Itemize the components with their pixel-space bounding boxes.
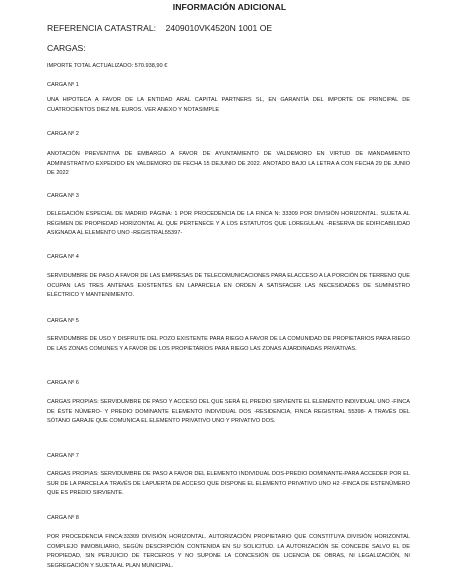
carga-text-2: ANOTACIÓN PREVENTIVA DE EMBARGO A FAVOR DE AYUNTAMIENTO DE VALDEMORO EN VIRTUD DE MANDAMIENTO ADMINISTRATIVO EXPEDIDO EN VALDEMORO DE FECHA 15 DEJUNIO DE 2022. ANOTADO BAJO LA LETRA A CON FECHA 29 DE JUNIO DE 2022 (47, 151, 410, 177)
carga-text-6: CARGAS PROPIAS: SERVIDUMBRE DE PASO Y ACCESO DEL QUE SERÁ EL PREDIO SIRVIENTE EL ELEMENTO INDIVIDUAL UNO -FINCA DE ÉSTE NÚMERO- Y PREDIO DOMINANTE ELEMENTO INDIVIDUAL DOS -RESIDENCIA, FINCA REGISTRAL 55398- A TRAVÉS DEL SÓTANO GARAJE QUE COMUNICA EL ELEMENTO PRIVATIVO UNO Y PRIVATIVO DOS. (47, 399, 410, 425)
carga-label-6: CARGA Nº 6 (47, 380, 79, 386)
carga-label-7: CARGA Nº 7 (47, 453, 79, 459)
carga-label-5: CARGA Nº 5 (47, 318, 79, 324)
carga-label-8: CARGA Nº 8 (47, 515, 79, 521)
carga-text-1: UNA HIPOTECA A FAVOR DE LA ENTIDAD ARAL CAPITAL PARTNERS SL, EN GARANTÍA DEL IMPORTE DE PRINCIPAL DE CUATROCIENTOS DIEZ MIL EUROS. VER ANEXO Y NOTASIMPLE (47, 97, 410, 113)
carga-text-7: CARGAS PROPIAS: SERVIDUMBRE DE PASO A FAVOR DEL ELEMENTO INDIVIDUAL DOS-PREDIO DOMINANTE-PARA ACCEDER POR EL SUR DE LA PARCELA A TRAVÉS DE LAPUERTA DE ACCESO QUE DISPONE EL ELEMENTO PRIVATIVO UNO H2 -FINCA DE ESTENÚMERO QUE ES PREDIO SIRVIENTE. (47, 471, 410, 497)
carga-text-8: POR PROCEDENCIA FINCA:33309 DIVISIÓN HORIZONTAL. AUTORIZACIÓN PROPIETARIO QUE CONSTITUYA DIVISIÓN HORIZONTAL COMPLEJO INMOBILIARIO, SEGÚN DESCRIPCIÓN CONTENIDA EN SU SOLICITUD. LA AUTORIZACIÓN SE CONCEDE SALVO EL DE PROPIEDAD, SIN PERJUICIO DE TERCEROS Y NO SUPONE LA CONCESIÓN DE LICENCIA DE OBRAS, NI LEGALIZACIÓN, NI SEGREGACIÓN Y SUJETA AL PLAN MUNICIPAL. (47, 534, 410, 569)
referencia-catastral: REFERENCIA CATASTRAL: 2409010VK4520N 1001 OE (47, 23, 273, 33)
carga-label-1: CARGA Nº 1 (47, 82, 79, 88)
cargas-heading: CARGAS: (47, 43, 86, 53)
importe-total: IMPORTE TOTAL ACTUALIZADO: 570.938,90 € (47, 63, 168, 69)
carga-label-2: CARGA Nº 2 (47, 131, 79, 137)
carga-label-3: CARGA Nº 3 (47, 193, 79, 199)
carga-text-4: SERVIDUMBRE DE PASO A FAVOR DE LAS EMPRESAS DE TELECOMUNICACIONES PARA ELACCESO A LA PORCIÓN DE TERRENO QUE OCUPAN LAS TRES ANTENAS EXISTENTES EN LAPARCELA EN ORDEN A SATISFACER LAS NECESIDADES DE SUMINISTRO ELÉCTRICO Y MANTENIMIENTO. (47, 273, 410, 299)
carga-label-4: CARGA Nº 4 (47, 254, 79, 260)
carga-text-3: DELEGACIÓN ESPECIAL DE MADRID PÁGINA: 1 POR PROCEDENCIA DE LA FINCA N: 33309 POR DIVISIÓN HORIZONTAL. SUJETA AL RÉGIMEN DE PROPIEDAD HORIZONTAL AL QUE PERTENECE Y A LOS ESTATUTOS QUE LOREGULAN. -RESERVA DE EDIFICABILIDAD ASIGNADA AL ELEMENTO UNO -REGISTRAL55397- (47, 211, 410, 237)
page-title: INFORMACIÓN ADICIONAL (172, 2, 287, 12)
carga-text-5: SERVIDUMBRE DE USO Y DISFRUTE DEL POZO EXISTENTE PARA RIEGO A FAVOR DE LA COMUNIDAD DE PROPIETARIOS PARA RIEGO DE LAS ZONAS COMUNES Y A FAVOR DE LOS PROPIETARIOS PARA RIEGO LAS ZONAS AJARDINADAS PRIVATIVAS. (47, 336, 410, 352)
